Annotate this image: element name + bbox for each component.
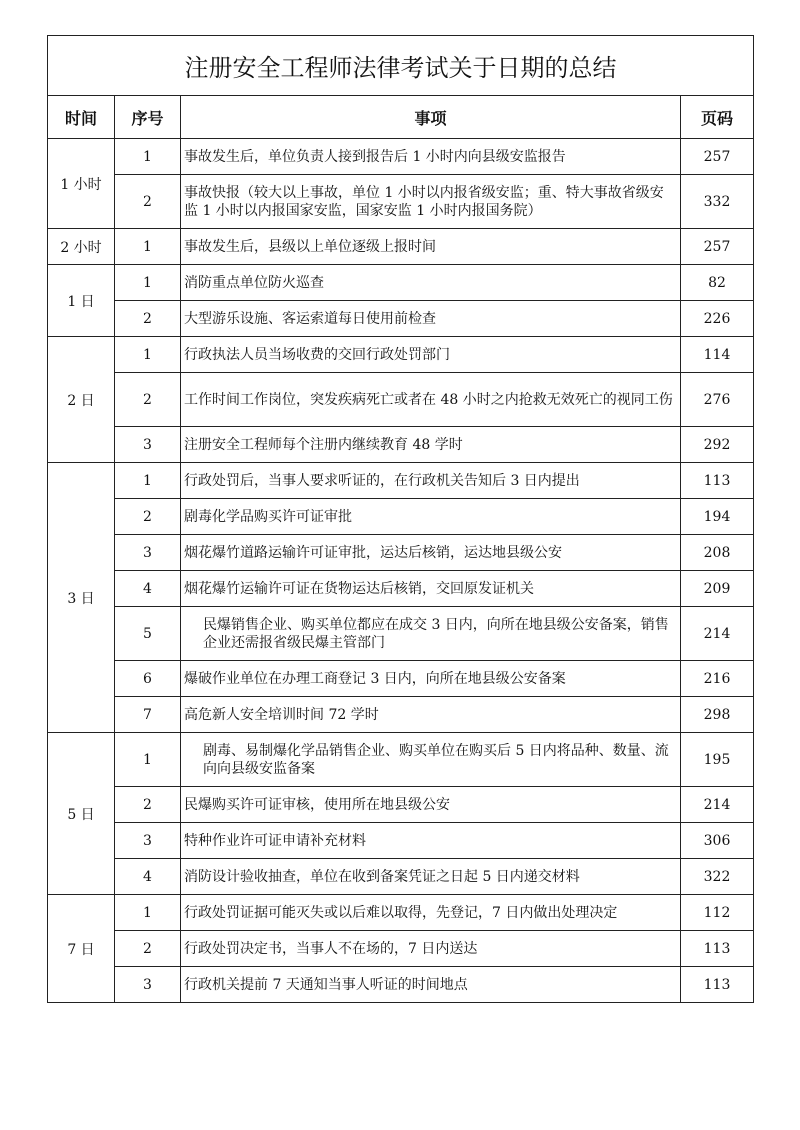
seq-cell: 1 — [115, 733, 181, 787]
header-row — [48, 96, 754, 139]
table-row — [48, 499, 754, 535]
page-cell: 214 — [681, 607, 754, 661]
table-row — [48, 175, 754, 229]
item-cell: 事故发生后，县级以上单位逐级上报时间 — [181, 229, 681, 265]
table-row — [48, 427, 754, 463]
table-row — [48, 607, 754, 661]
page-cell: 112 — [681, 895, 754, 931]
item-cell: 行政机关提前 7 天通知当事人听证的时间地点 — [181, 967, 681, 1003]
title-row — [48, 36, 754, 96]
item-cell: 工作时间工作岗位，突发疾病死亡或者在 48 小时之内抢救无效死亡的视同工伤 — [181, 373, 681, 427]
time-cell: 7 日 — [48, 895, 115, 1003]
seq-cell: 1 — [115, 265, 181, 301]
page-cell: 332 — [681, 175, 754, 229]
page-cell: 214 — [681, 787, 754, 823]
page-cell: 195 — [681, 733, 754, 787]
table-row — [48, 787, 754, 823]
item-cell: 消防重点单位防火巡查 — [181, 265, 681, 301]
page-cell: 209 — [681, 571, 754, 607]
table-row — [48, 265, 754, 301]
header-item: 事项 — [181, 96, 681, 139]
table-row — [48, 463, 754, 499]
item-cell: 消防设计验收抽查，单位在收到备案凭证之日起 5 日内递交材料 — [181, 859, 681, 895]
item-cell: 剧毒、易制爆化学品销售企业、购买单位在购买后 5 日内将品种、数量、流向向县级安监备案 — [181, 733, 681, 787]
seq-cell: 3 — [115, 427, 181, 463]
seq-cell: 3 — [115, 967, 181, 1003]
page-cell: 306 — [681, 823, 754, 859]
table-row — [48, 697, 754, 733]
item-cell: 民爆购买许可证审核，使用所在地县级公安 — [181, 787, 681, 823]
seq-cell: 2 — [115, 301, 181, 337]
table-row — [48, 967, 754, 1003]
page-cell: 298 — [681, 697, 754, 733]
seq-cell: 2 — [115, 787, 181, 823]
seq-cell: 2 — [115, 373, 181, 427]
item-cell: 剧毒化学品购买许可证审批 — [181, 499, 681, 535]
header-page: 页码 — [681, 96, 754, 139]
page-cell: 322 — [681, 859, 754, 895]
table-row — [48, 571, 754, 607]
seq-cell: 1 — [115, 139, 181, 175]
seq-cell: 3 — [115, 535, 181, 571]
page-cell: 114 — [681, 337, 754, 373]
seq-cell: 1 — [115, 463, 181, 499]
page-cell: 113 — [681, 463, 754, 499]
item-cell: 注册安全工程师每个注册内继续教育 48 学时 — [181, 427, 681, 463]
page-cell: 113 — [681, 967, 754, 1003]
time-cell: 3 日 — [48, 463, 115, 733]
seq-cell: 4 — [115, 571, 181, 607]
seq-cell: 1 — [115, 337, 181, 373]
item-cell: 行政处罚决定书，当事人不在场的，7 日内送达 — [181, 931, 681, 967]
table-row — [48, 661, 754, 697]
seq-cell: 1 — [115, 895, 181, 931]
item-cell: 民爆销售企业、购买单位都应在成交 3 日内，向所在地县级公安备案，销售企业还需报省级民爆主管部门 — [181, 607, 681, 661]
item-cell: 事故快报（较大以上事故，单位 1 小时以内报省级安监；重、特大事故省级安监 1 小时以内报国家安监，国家安监 1 小时内报国务院） — [181, 175, 681, 229]
seq-cell: 2 — [115, 499, 181, 535]
seq-cell: 2 — [115, 175, 181, 229]
table-row — [48, 229, 754, 265]
page-cell: 82 — [681, 265, 754, 301]
table-row — [48, 823, 754, 859]
item-cell: 行政处罚证据可能灭失或以后难以取得，先登记，7 日内做出处理决定 — [181, 895, 681, 931]
item-cell: 行政处罚后，当事人要求听证的，在行政机关告知后 3 日内提出 — [181, 463, 681, 499]
time-cell: 2 小时 — [48, 229, 115, 265]
item-cell: 烟花爆竹运输许可证在货物运达后核销，交回原发证机关 — [181, 571, 681, 607]
header-time: 时间 — [48, 96, 115, 139]
time-cell: 2 日 — [48, 337, 115, 463]
page-cell: 208 — [681, 535, 754, 571]
seq-cell: 7 — [115, 697, 181, 733]
seq-cell: 4 — [115, 859, 181, 895]
table-row — [48, 139, 754, 175]
summary-table — [47, 35, 754, 1003]
page-cell: 113 — [681, 931, 754, 967]
item-cell: 特种作业许可证申请补充材料 — [181, 823, 681, 859]
item-cell: 行政执法人员当场收费的交回行政处罚部门 — [181, 337, 681, 373]
table-row — [48, 535, 754, 571]
page-cell: 194 — [681, 499, 754, 535]
header-seq: 序号 — [115, 96, 181, 139]
item-cell: 高危新人安全培训时间 72 学时 — [181, 697, 681, 733]
seq-cell: 3 — [115, 823, 181, 859]
table-row — [48, 373, 754, 427]
table-row — [48, 895, 754, 931]
table-row — [48, 337, 754, 373]
item-cell: 事故发生后，单位负责人接到报告后 1 小时内向县级安监报告 — [181, 139, 681, 175]
page-cell: 257 — [681, 229, 754, 265]
page-cell: 257 — [681, 139, 754, 175]
item-cell: 大型游乐设施、客运索道每日使用前检查 — [181, 301, 681, 337]
page-cell: 226 — [681, 301, 754, 337]
time-cell: 1 日 — [48, 265, 115, 337]
page-title: 注册安全工程师法律考试关于日期的总结 — [48, 36, 754, 96]
item-cell: 烟花爆竹道路运输许可证审批，运达后核销，运达地县级公安 — [181, 535, 681, 571]
table-row — [48, 301, 754, 337]
table-row — [48, 859, 754, 895]
item-cell: 爆破作业单位在办理工商登记 3 日内，向所在地县级公安备案 — [181, 661, 681, 697]
seq-cell: 6 — [115, 661, 181, 697]
page-cell: 292 — [681, 427, 754, 463]
time-cell: 1 小时 — [48, 139, 115, 229]
seq-cell: 1 — [115, 229, 181, 265]
time-cell: 5 日 — [48, 733, 115, 895]
table-row — [48, 733, 754, 787]
table-row — [48, 931, 754, 967]
page-cell: 216 — [681, 661, 754, 697]
page-cell: 276 — [681, 373, 754, 427]
seq-cell: 2 — [115, 931, 181, 967]
seq-cell: 5 — [115, 607, 181, 661]
